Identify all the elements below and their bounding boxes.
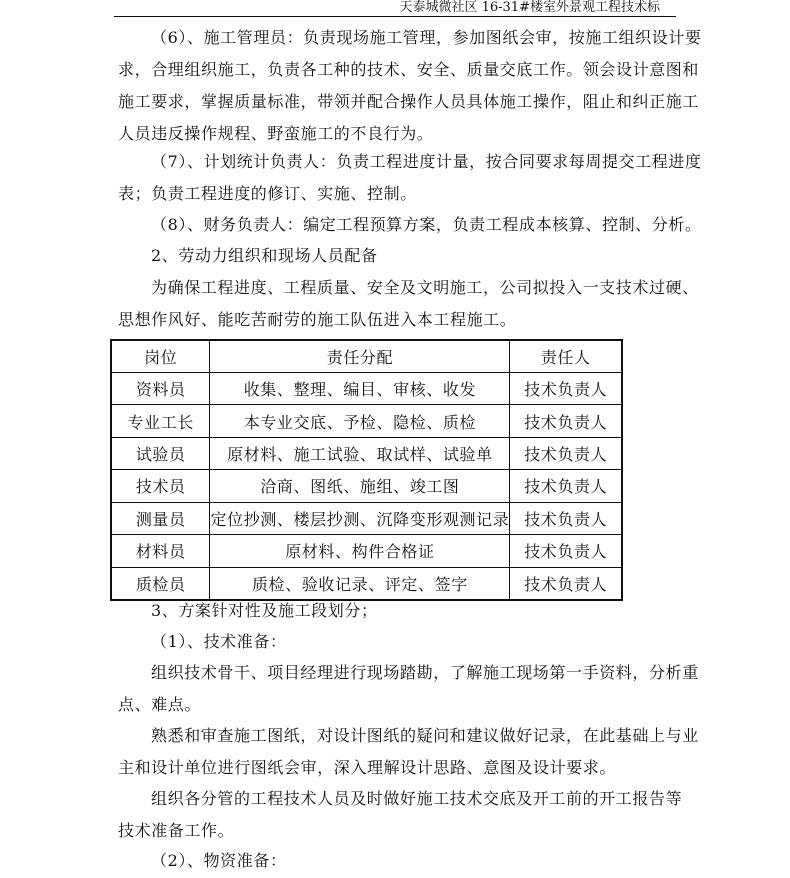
paragraph-planning-stats	[118, 146, 702, 210]
text-line: 2、劳动力组织和现场人员配备	[151, 246, 378, 265]
text-line: （7）、计划统计负责人：负责工程进度计量，按合同要求每周提交工程进度	[151, 152, 702, 171]
cell-duty: 洽商、图纸、施组、竣工图	[210, 470, 510, 502]
subheading-material-prep	[118, 845, 680, 877]
cell-responsible: 技术负责人	[510, 502, 622, 534]
text-line: 施工要求，掌握质量标准，带领并配合操作人员具体施工操作，阻止和纠正施工	[118, 92, 700, 111]
cell-position: 试验员	[111, 437, 210, 469]
paragraph-drawing-review	[118, 720, 699, 784]
table-row	[111, 470, 622, 502]
section-heading-labor	[118, 240, 680, 272]
cell-responsible: 技术负责人	[510, 437, 622, 469]
page-header-title: 天泰城微社区 16-31#楼室外景观工程技术标	[399, 0, 660, 15]
text-line: 点、难点。	[118, 695, 202, 714]
cell-responsible: 技术负责人	[510, 470, 622, 502]
text-line: （8）、财务负责人：编定工程预算方案，负责工程成本核算、控制、分析。	[151, 215, 702, 234]
text-line: 思想作风好、能吃苦耐劳的施工队伍进入本工程施工。	[118, 310, 517, 329]
cell-duty: 质检、验收记录、评定、签字	[210, 567, 510, 600]
table-row	[111, 535, 622, 567]
text-line: 人员违反操作规程、野蛮施工的不良行为。	[118, 124, 434, 143]
paragraph-tech-briefing	[118, 783, 683, 847]
text-line: 为确保工程进度、工程质量、安全及文明施工，公司拟投入一支技术过硬、	[151, 278, 699, 297]
paragraph-finance	[118, 209, 702, 241]
text-line: 表；负责工程进度的修订、实施、控制。	[118, 184, 417, 203]
cell-duty: 原材料、构件合格证	[210, 535, 510, 567]
cell-responsible: 技术负责人	[510, 405, 622, 437]
text-line: 组织各分管的工程技术人员及时做好施工技术交底及开工前的开工报告等	[151, 789, 683, 808]
cell-duty: 本专业交底、予检、隐检、质检	[210, 405, 510, 437]
text-line: （2）、物资准备：	[151, 851, 287, 870]
text-line: 技术准备工作。	[118, 821, 235, 840]
table-row	[111, 502, 622, 534]
cell-position: 测量员	[111, 502, 210, 534]
cell-position: 资料员	[111, 373, 210, 405]
cell-position: 技术员	[111, 470, 210, 502]
cell-responsible: 技术负责人	[510, 373, 622, 405]
cell-responsible: 技术负责人	[510, 535, 622, 567]
text-line: 求，合理组织施工，负责各工种的技术、安全、质量交底工作。领会设计意图和	[118, 60, 700, 79]
text-line: 组织技术骨干、项目经理进行现场踏勘，了解施工现场第一手资料，分析重	[151, 663, 699, 682]
column-header-duty: 责任分配	[210, 340, 510, 373]
header-divider	[114, 16, 676, 17]
text-line: （1）、技术准备：	[151, 632, 287, 651]
staff-duty-table	[110, 339, 623, 601]
cell-position: 质检员	[111, 567, 210, 600]
paragraph-intro	[118, 272, 699, 336]
section-heading-plan	[118, 595, 680, 627]
text-line: 主和设计单位进行图纸会审，深入理解设计思路、意图及设计要求。	[118, 758, 617, 777]
paragraph-construction-manager	[118, 22, 702, 150]
cell-duty: 定位抄测、楼层抄测、沉降变形观测记录	[210, 502, 510, 534]
table-row	[111, 437, 622, 469]
column-header-position: 岗位	[111, 340, 210, 373]
cell-duty: 原材料、施工试验、取试样、试验单	[210, 437, 510, 469]
table-row	[111, 373, 622, 405]
cell-duty: 收集、整理、编目、审核、收发	[210, 373, 510, 405]
cell-position: 材料员	[111, 535, 210, 567]
column-header-responsible: 责任人	[510, 340, 622, 373]
cell-position: 专业工长	[111, 405, 210, 437]
text-line: 熟悉和审查施工图纸，对设计图纸的疑问和建议做好记录，在此基础上与业	[151, 726, 699, 745]
paragraph-site-survey	[118, 657, 699, 721]
subheading-tech-prep	[118, 626, 680, 658]
text-line: 3、方案针对性及施工段划分；	[151, 601, 378, 620]
text-line: （6）、施工管理员：负责现场施工管理，参加图纸会审，按施工组织设计要	[151, 28, 702, 47]
table-header-row	[111, 340, 622, 373]
table-row	[111, 405, 622, 437]
cell-responsible: 技术负责人	[510, 567, 622, 600]
